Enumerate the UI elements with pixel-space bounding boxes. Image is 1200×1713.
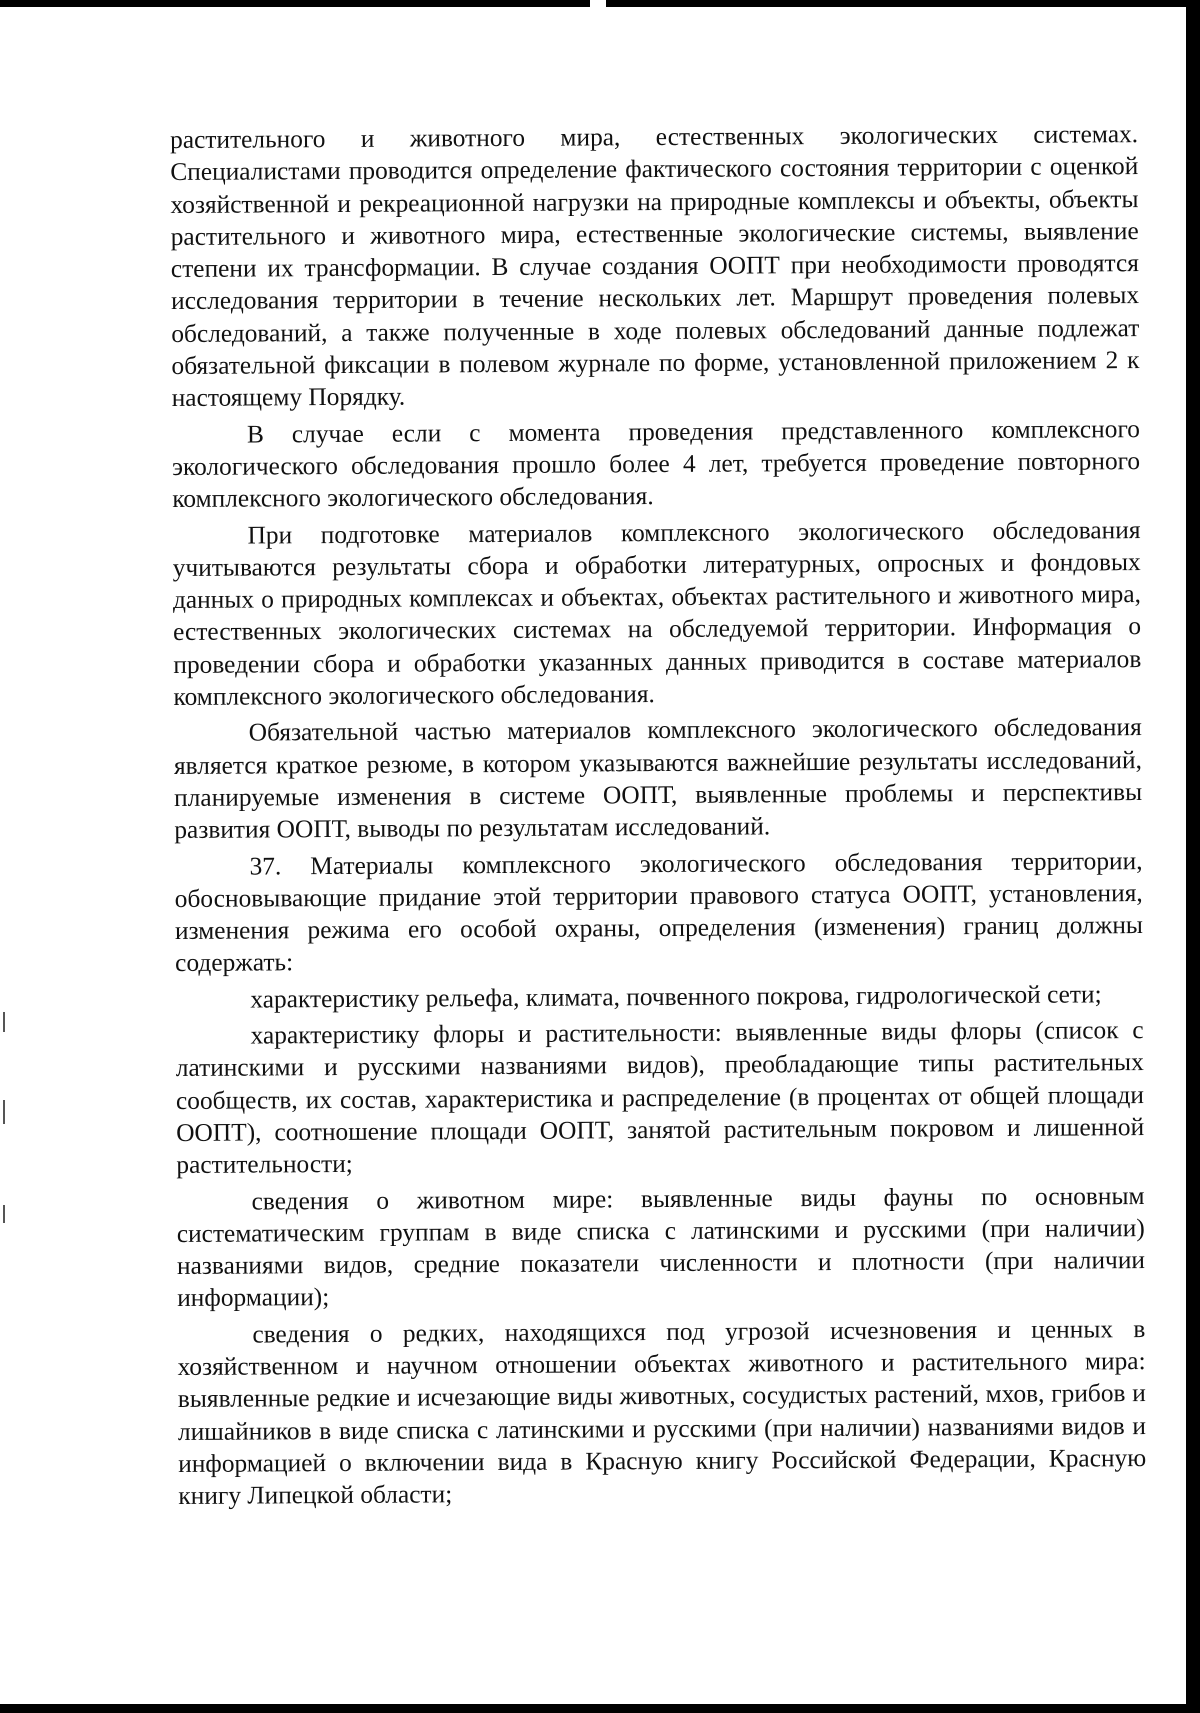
list-item-fauna: сведения о животном мире: выявленные виды фауны по основным систематическим группам в виде списка с латинскими и русскими (при наличии) названиями видов, средние показатели численности и плотности (при наличии информации);	[176, 1181, 1146, 1313]
list-item-flora: характеристику флоры и растительности: выявленные виды флоры (список с латинскими и русскими названиями видов), преобладающие типы растительных сообществ, их состав, характеристика и распределение (в процентах от общей площади ООПТ), соотношение площади ООПТ, занятой растительным покровом и лишенной растительности;	[175, 1016, 1145, 1180]
scan-border-top-right	[606, 0, 1200, 7]
list-item-rare-species: сведения о редких, находящихся под угрозой исчезновения и ценных в хозяйственном и научном отношении объектах животного и растительного мира: выявленные редкие и исчезающие виды животных, сосудистых растений, мхов, грибов и лишайников в виде списка с латинскими и русскими (при наличии) названиями видов и информацией о включении вида в Красную книгу Российской Федерации, Красную книгу Липецкой области;	[177, 1314, 1147, 1511]
list-item-relief: характеристику рельефа, климата, почвенного покрова, гидрологической сети;	[250, 980, 1102, 1014]
scan-edge-mark	[3, 1012, 5, 1032]
document-page	[170, 118, 1146, 1516]
scan-edge-mark	[3, 1205, 5, 1223]
paragraph-materials-preparation: При подготовке материалов комплексного экологического обследования учитываются результаты сбора и обработки литературных, опросных и фондовых данных о природных комплексах и объектах, объектах растительного и животного мира, естественных экологических системах на обследуемой территории. Информация о проведении сбора и обработки указанных данных приводится в составе материалов комплексного экологического обследования.	[172, 515, 1142, 712]
paragraph-continuation: растительного и животного мира, естественных экологических системах. Специалистами проводится определение фактического состояния территории с оценкой хозяйственной и рекреационной нагрузки на природные комплексы и объекты, объекты растительного и животного мира, естественные экологические системы, выявление степени их трансформации. В случае создания ООПТ при необходимости проводятся исследования территории в течение нескольких лет. Маршрут проведения полевых обследований, а также полученные в ходе полевых обследований данные подлежат обязательной фиксации в полевом журнале по форме, установленной приложением 2 к настоящему Порядку.	[170, 120, 1140, 413]
paragraph-repeat-survey: В случае если с момента проведения представленного комплексного экологического обследования прошло более 4 лет, требуется проведение повторного комплексного экологического обследования.	[172, 414, 1141, 514]
paragraph-summary-requirement: Обязательной частью материалов комплексного экологического обследования является краткое резюме, в котором указываются важнейшие результаты исследований, планируемые изменения в системе ООПТ, выявленные проблемы и перспективы развития ООПТ, выводы по результатам исследований.	[173, 713, 1143, 845]
paragraph-item-37: 37. Материалы комплексного экологического обследования территории, обосновывающие придание этой территории правового статуса ООПТ, установления, изменения режима его особой охраны, определения (изменения) границ должны содержать:	[174, 846, 1143, 978]
scan-border-top-left	[0, 0, 590, 7]
scan-edge-mark	[3, 1100, 5, 1124]
scan-border-bottom	[0, 1704, 1200, 1713]
scan-border-right	[1186, 0, 1200, 1713]
